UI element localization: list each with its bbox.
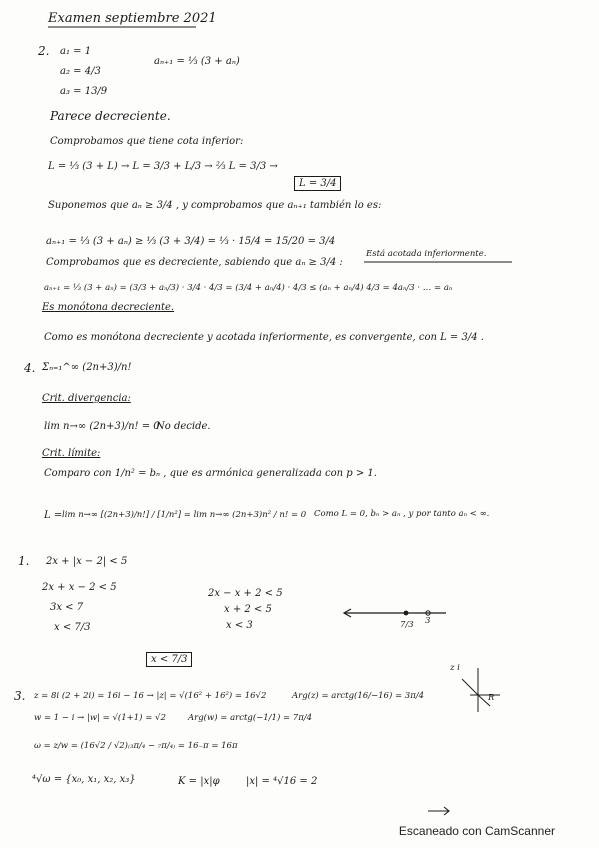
ex4-comparo: Comparo con 1/n² = bₙ , que es armónica generalizada con p > 1. bbox=[44, 468, 377, 479]
ex3-number: 3. bbox=[14, 689, 26, 703]
ex2-decreasing: aₙ₊₁ = ⅓ (3 + aₙ) = (3/3 + aₙ/3) · 3/4 · 4/3 = (3/4 + aₙ/4) · 4/3 ≤ (aₙ + aₙ/4) 4/3 = 4aₙ/3 · … = aₙ bbox=[44, 283, 453, 293]
next-page-arrow bbox=[428, 807, 449, 815]
ex1-right-2: x < 3 bbox=[226, 620, 253, 631]
ex4-como: Como L = 0, bₙ > aₙ , y por tanto aₙ < ∞. bbox=[314, 509, 490, 519]
ex2-limit-box: L = 3/4 bbox=[294, 176, 341, 191]
ex3-z-line: z = 8i (2 + 2i) = 16i − 16 → |z| = √(16² + 16²) = 16√2 bbox=[34, 691, 267, 701]
ex3-roots: ⁴√ω = {x₀, x₁, x₂, x₃} bbox=[32, 774, 136, 785]
ex4-series: Σₙ₌₁^∞ (2n+3)/n! bbox=[42, 362, 132, 373]
ex1-line-label-7-3: 7/3 bbox=[400, 620, 414, 630]
ex2-comprobamos-cota: Comprobamos que tiene cota inferior: bbox=[50, 136, 244, 147]
ex4-limit-label: L = bbox=[44, 510, 63, 521]
ex1-line-label-3: 3 bbox=[425, 616, 431, 626]
ex3-arg-w: Arg(w) = arctg(−1/1) = 7π/4 bbox=[188, 713, 313, 723]
ex4-limit-eq: lim n→∞ [(2n+3)/n!] / [1/n²] = lim n→∞ (2n+3)n² / n! = 0 bbox=[62, 510, 307, 520]
ex4-number: 4. bbox=[24, 361, 36, 375]
ex4-crit-lim: Crit. límite: bbox=[42, 448, 101, 459]
ex1-right-0: 2x − x + 2 < 5 bbox=[208, 588, 283, 599]
ex2-a3: a₃ = 13/9 bbox=[60, 86, 108, 97]
number-line-graph bbox=[344, 609, 446, 617]
ex2-number: 2. bbox=[38, 44, 50, 58]
ex2-monotona: Es monótona decreciente. bbox=[42, 302, 175, 313]
camscanner-footer: Escaneado con CamScanner bbox=[398, 824, 555, 838]
ex1-inequality: 2x + |x − 2| < 5 bbox=[46, 556, 128, 567]
ex2-recurrence: aₙ₊₁ = ⅓ (3 + aₙ) bbox=[154, 56, 240, 67]
ex2-induction: aₙ₊₁ = ⅓ (3 + aₙ) ≥ ⅓ (3 + 3/4) = ⅓ · 15/4 = 15/20 = 3/4 bbox=[46, 236, 336, 247]
page-title: Examen septiembre 2021 bbox=[48, 11, 217, 26]
ex3-axis-i-label: z i bbox=[450, 663, 460, 673]
complex-plane-sketch bbox=[462, 668, 500, 712]
point-7-3 bbox=[404, 611, 409, 616]
ex4-no-decide: No decide. bbox=[156, 421, 211, 432]
ex3-axis-r-label: R bbox=[488, 693, 495, 703]
ex2-conclusion: Como es monótona decreciente y acotada inferiormente, es convergente, con L = 3/4 . bbox=[44, 332, 484, 343]
ex1-answer-box: x < 7/3 bbox=[146, 652, 192, 667]
ex3-mod: |x| = ⁴√16 = 2 bbox=[246, 776, 318, 787]
ex1-left-0: 2x + x − 2 < 5 bbox=[42, 582, 117, 593]
ex3-w-line: w = 1 − i → |w| = √(1+1) = √2 bbox=[34, 713, 166, 723]
ex4-crit-div-eq: lim n→∞ (2n+3)/n! = 0 bbox=[44, 421, 160, 432]
ex2-comprobamos-dec: Comprobamos que es decreciente, sabiendo que aₙ ≥ 3/4 : bbox=[46, 257, 343, 268]
ex2-parece: Parece decreciente. bbox=[50, 109, 171, 123]
ex1-right-1: x + 2 < 5 bbox=[224, 604, 272, 615]
ex2-a1: a₁ = 1 bbox=[60, 46, 92, 57]
ex2-suponemos: Suponemos que aₙ ≥ 3/4 , y comprobamos que aₙ₊₁ también lo es: bbox=[48, 200, 382, 211]
ex1-left-2: x < 7/3 bbox=[54, 622, 91, 633]
ex2-limit-eq: L = ⅓ (3 + L) → L = 3/3 + L/3 → ⅔ L = 3/3 → bbox=[48, 161, 278, 172]
ex2-acotada: Está acotada inferiormente. bbox=[366, 249, 487, 259]
ex3-quotient: ω = z/w = (16√2 / √2)₍₃π/₄ − ₇π/₄₎ = 16₋π = 16π bbox=[34, 741, 238, 751]
ex1-left-1: 3x < 7 bbox=[50, 602, 84, 613]
ex1-number: 1. bbox=[18, 554, 30, 568]
ex4-crit-div: Crit. divergencia: bbox=[42, 393, 131, 404]
ex3-k: K = |x|φ bbox=[178, 776, 220, 787]
ex3-arg-z: Arg(z) = arctg(16/−16) = 3π/4 bbox=[292, 691, 425, 701]
ex2-a2: a₂ = 4/3 bbox=[60, 66, 101, 77]
